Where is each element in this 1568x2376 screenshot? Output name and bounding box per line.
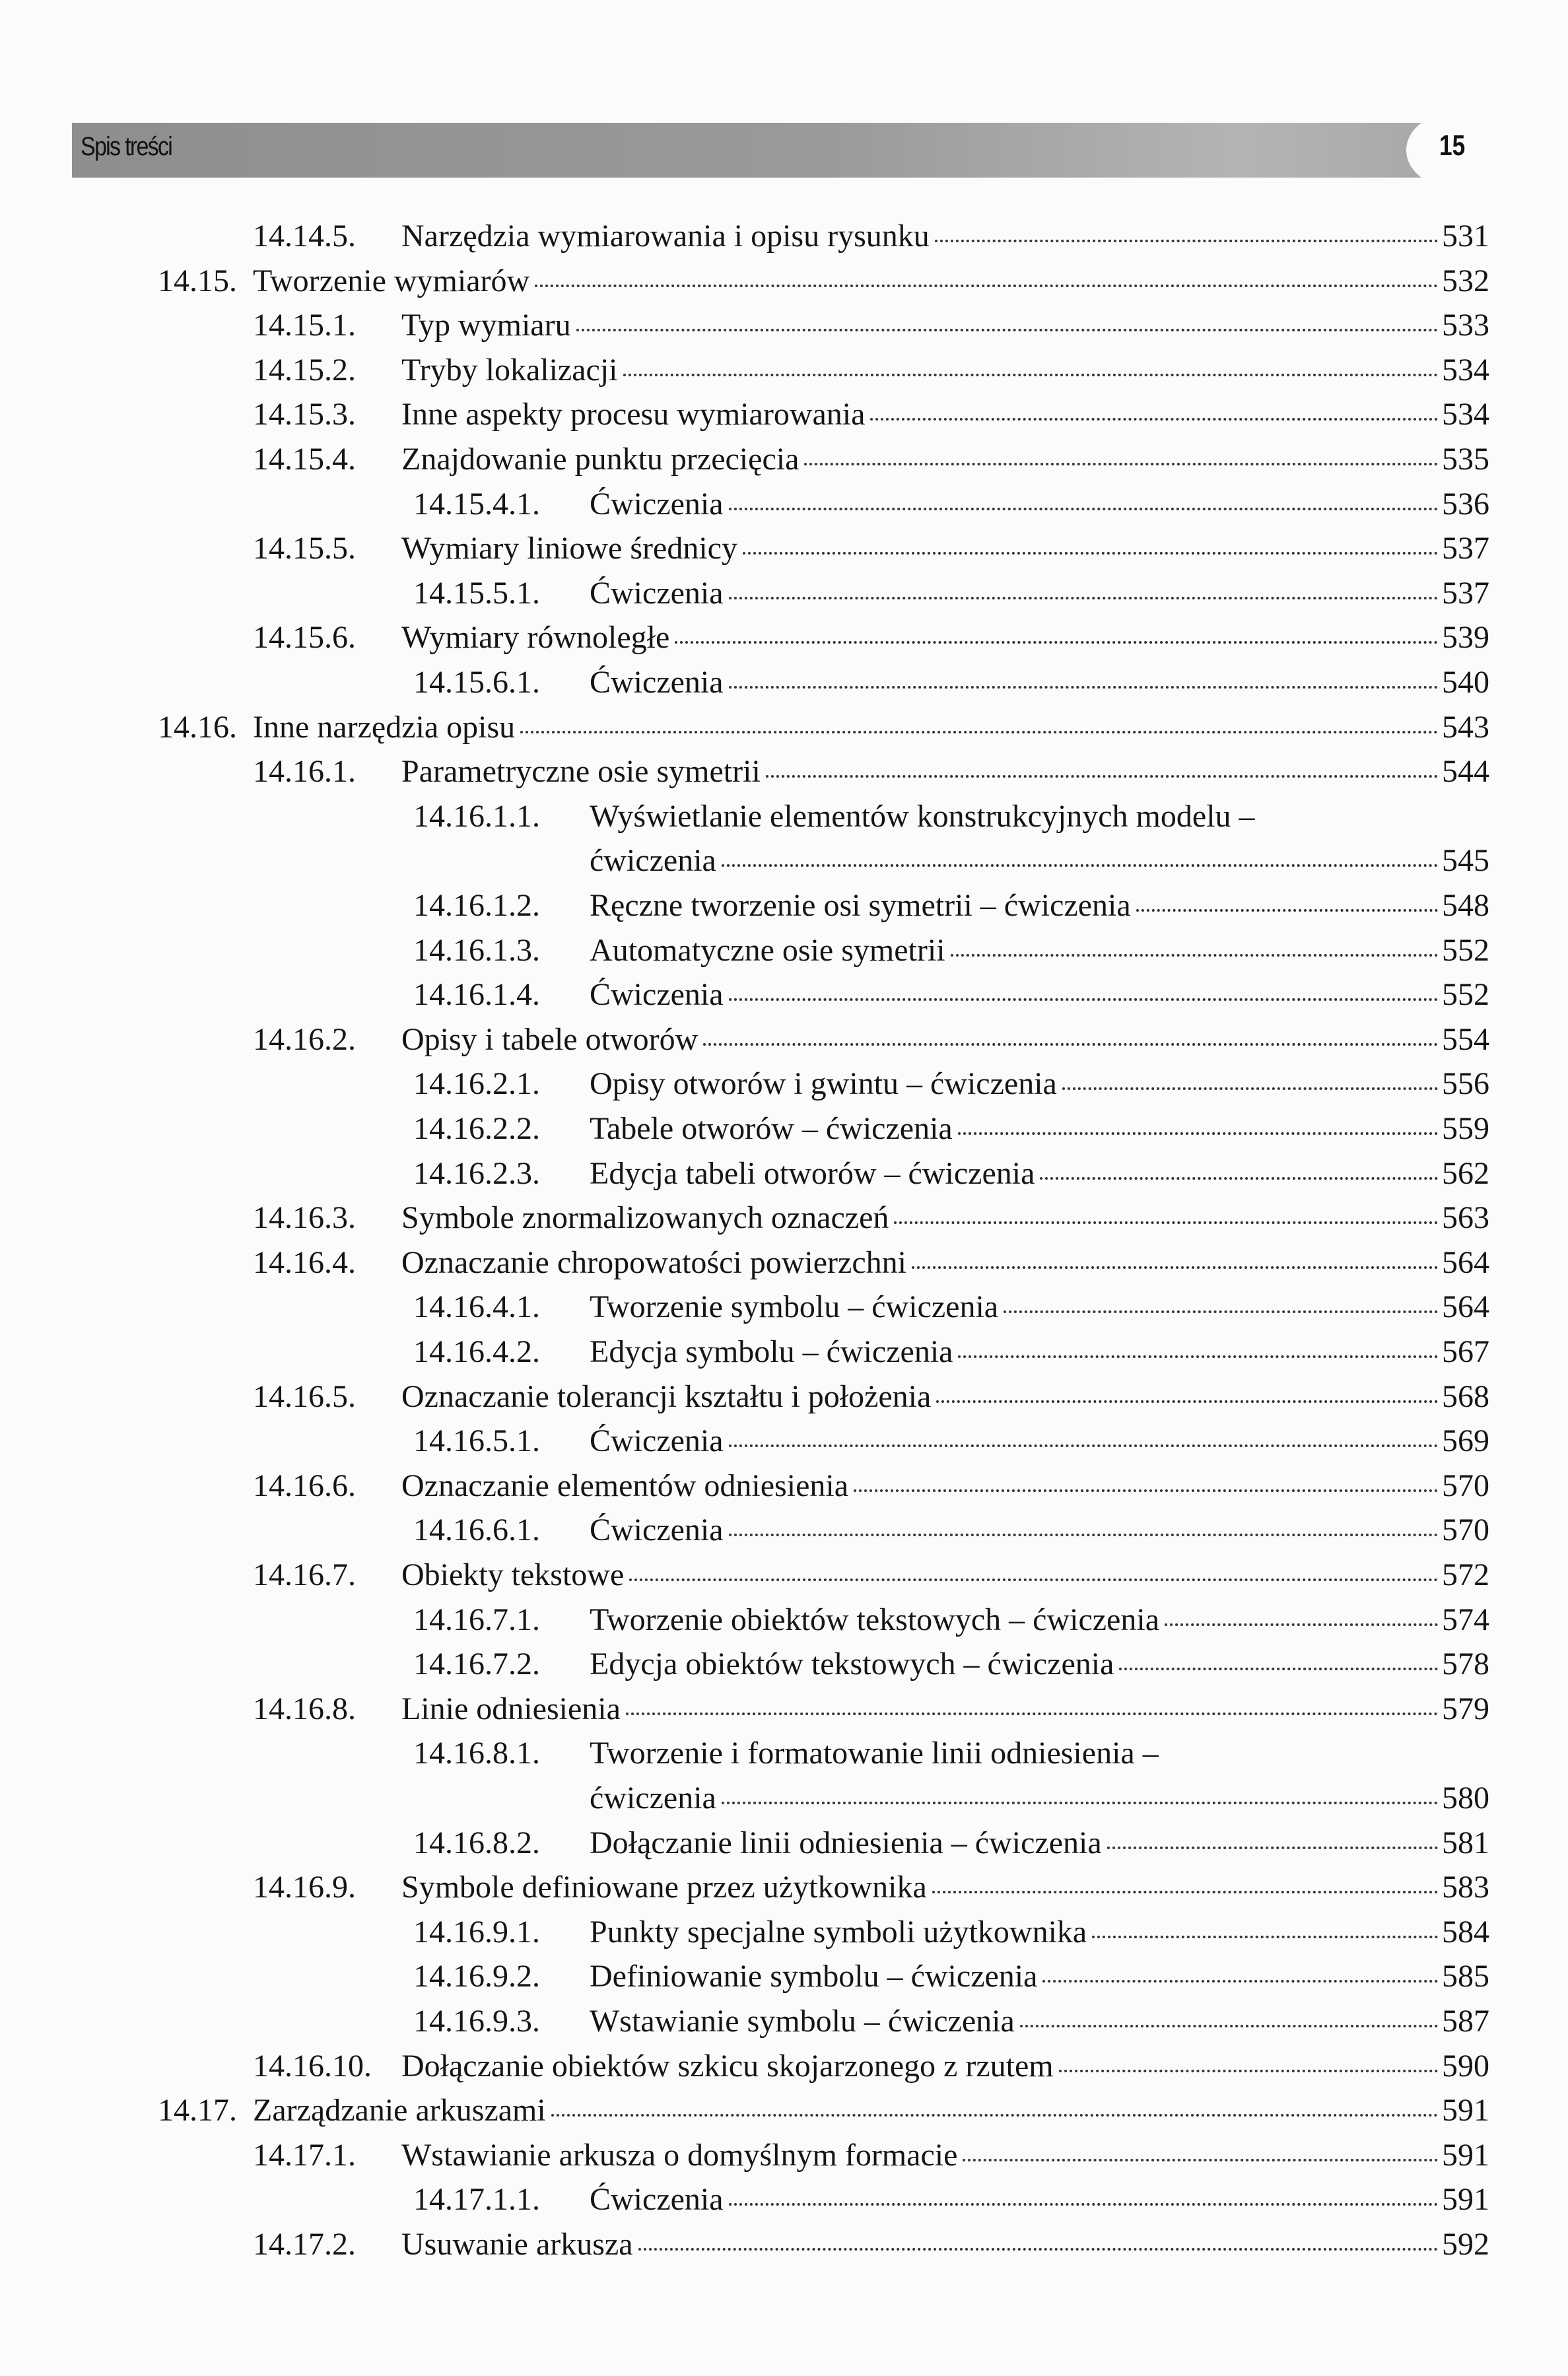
- toc-entry-page: 534: [1442, 397, 1489, 432]
- dot-leader: [894, 1221, 1438, 1224]
- toc-entry: [253, 218, 1489, 257]
- toc-entry-page: 568: [1442, 1378, 1489, 1414]
- toc-entry-page: 580: [1442, 1781, 1489, 1816]
- toc-entry-page: 562: [1442, 1155, 1489, 1191]
- toc-entry-title: Linie odniesienia: [401, 1691, 621, 1726]
- toc-entry-number: 14.16.1.1.: [413, 798, 540, 834]
- toc-entry: [413, 2181, 1489, 2221]
- dot-leader: [1136, 909, 1438, 912]
- toc-entry-page: 581: [1442, 1825, 1489, 1860]
- toc-entry-page: 570: [1442, 1512, 1489, 1548]
- toc-entry: [413, 1066, 1489, 1105]
- toc-entry-title: Ćwiczenia: [590, 977, 724, 1013]
- toc-entry-title: Oznaczanie elementów odniesienia: [401, 1468, 849, 1503]
- toc-entry-title: Usuwanie arkusza: [401, 2227, 633, 2262]
- dot-leader: [1004, 1310, 1438, 1313]
- dot-leader: [1040, 1177, 1438, 1180]
- toc-entry-page: 579: [1442, 1691, 1489, 1726]
- dot-leader: [912, 1266, 1438, 1269]
- toc-entry-number: 14.15.6.: [253, 620, 356, 656]
- toc-entry: [413, 1735, 1489, 1775]
- toc-entry: [413, 1602, 1489, 1641]
- toc-entry-page: 572: [1442, 1557, 1489, 1592]
- dot-leader: [951, 954, 1438, 957]
- toc-entry-title: Typ wymiaru: [401, 308, 571, 343]
- toc-entry-page: 592: [1442, 2227, 1489, 2262]
- toc-entry-title: Tworzenie symbolu – ćwiczenia: [590, 1289, 999, 1325]
- toc-entry-page: 534: [1442, 352, 1489, 388]
- toc-entry-page: 552: [1442, 932, 1489, 968]
- toc-entry-title: Dołączanie linii odniesienia – ćwiczenia: [590, 1825, 1102, 1860]
- dot-leader: [1092, 1936, 1438, 1938]
- toc-entry: [413, 1825, 1489, 1864]
- toc-entry-page: 539: [1442, 620, 1489, 656]
- dot-leader: [722, 1802, 1438, 1804]
- dot-leader: [1059, 2070, 1438, 2072]
- toc-entry-title: Oznaczanie chropowatości powierzchni: [401, 1244, 906, 1280]
- toc-entry-number: 14.16.1.4.: [413, 977, 540, 1013]
- toc-entry-title: Tworzenie i formatowanie linii odniesienia –: [590, 1736, 1159, 1771]
- toc-entry-title: Inne narzędzia opisu: [253, 709, 516, 745]
- toc-entry-continuation: [590, 1780, 1489, 1819]
- toc-entry-title: Parametryczne osie symetrii: [401, 754, 761, 790]
- toc-entry-number: 14.16.5.: [253, 1378, 356, 1414]
- toc-entry-number: 14.16.7.: [253, 1557, 356, 1592]
- toc-entry: [253, 530, 1489, 570]
- toc-entry-title: Ćwiczenia: [590, 665, 724, 700]
- page-number: 15: [1439, 129, 1466, 162]
- toc-entry-number: 14.15.: [158, 263, 237, 298]
- toc-entry-number: 14.16.2.3.: [413, 1155, 540, 1191]
- toc-entry: [413, 932, 1489, 972]
- toc-entry-title: Ręczne tworzenie osi symetrii – ćwiczenia: [590, 888, 1131, 923]
- toc-entry-title: Wyświetlanie elementów konstrukcyjnych modelu –: [590, 798, 1255, 834]
- toc-entry-number: 14.16.9.1.: [413, 1914, 540, 1950]
- toc-entry-title: Edycja tabeli otworów – ćwiczenia: [590, 1155, 1035, 1191]
- toc-entry-title: Ćwiczenia: [590, 575, 724, 611]
- dot-leader: [1107, 1847, 1438, 1849]
- dot-leader: [958, 1132, 1438, 1135]
- toc-entry-title: Ćwiczenia: [590, 1423, 724, 1459]
- toc-entry-number: 14.17.: [158, 2093, 237, 2128]
- toc-entry: [253, 307, 1489, 347]
- dot-leader: [963, 2159, 1438, 2161]
- toc-entry-title: Tworzenie wymiarów: [253, 263, 530, 298]
- toc-entry: [253, 2226, 1489, 2266]
- toc-entry-number: 14.16.8.2.: [413, 1825, 540, 1860]
- dot-leader: [729, 686, 1438, 689]
- toc-entry-title-continued: ćwiczenia: [590, 843, 716, 879]
- toc-entry-title: Tworzenie obiektów tekstowych – ćwiczenia: [590, 1602, 1159, 1637]
- toc-entry-number: 14.14.5.: [253, 219, 356, 254]
- toc-entry: [413, 486, 1489, 526]
- toc-entry-number: 14.15.5.: [253, 531, 356, 566]
- dot-leader: [722, 864, 1438, 867]
- toc-entry-number: 14.16.9.3.: [413, 2004, 540, 2039]
- toc-entry-page: 590: [1442, 2048, 1489, 2084]
- dot-leader: [935, 240, 1438, 242]
- toc-entry-number: 14.16.6.1.: [413, 1512, 540, 1548]
- toc-entry-page: 585: [1442, 1959, 1489, 1994]
- toc-entry-number: 14.16.8.1.: [413, 1736, 540, 1771]
- toc-entry-number: 14.16.2.1.: [413, 1066, 540, 1102]
- toc-entry: [253, 396, 1489, 436]
- toc-entry: [413, 1334, 1489, 1373]
- toc-entry-title-continued: ćwiczenia: [590, 1781, 716, 1816]
- toc-entry: [413, 798, 1489, 838]
- dot-leader: [1042, 1980, 1438, 1983]
- dot-leader: [1165, 1623, 1438, 1626]
- toc-entry-number: 14.16.1.: [253, 754, 356, 790]
- dot-leader: [729, 508, 1438, 510]
- toc-entry: [158, 263, 1489, 302]
- toc-entry-title: Opisy i tabele otworów: [401, 1021, 699, 1057]
- toc-entry: [253, 619, 1489, 659]
- toc-entry-number: 14.16.4.2.: [413, 1334, 540, 1369]
- toc-entry-page: 554: [1442, 1021, 1489, 1057]
- toc-entry-page: 570: [1442, 1468, 1489, 1503]
- toc-entry: [413, 1512, 1489, 1551]
- toc-entry: [253, 2048, 1489, 2087]
- toc-entry-title: Ćwiczenia: [590, 486, 724, 522]
- toc-entry-page: 552: [1442, 977, 1489, 1013]
- toc-entry: [413, 1914, 1489, 1953]
- dot-leader: [626, 1713, 1438, 1715]
- toc-entry-title: Tabele otworów – ćwiczenia: [590, 1111, 953, 1146]
- toc-entry-number: 14.16.1.2.: [413, 888, 540, 923]
- toc-entry: [413, 1646, 1489, 1685]
- toc-entry-number: 14.17.2.: [253, 2227, 356, 2262]
- toc-entry-number: 14.15.4.1.: [413, 486, 540, 522]
- toc-entry-title: Edycja obiektów tekstowych – ćwiczenia: [590, 1646, 1114, 1682]
- dot-leader: [1119, 1668, 1438, 1670]
- toc-entry-number: 14.16.: [158, 709, 237, 745]
- toc-entry-page: 567: [1442, 1334, 1489, 1369]
- toc-entry: [253, 441, 1489, 481]
- dot-leader: [854, 1489, 1438, 1492]
- toc-entry-number: 14.15.1.: [253, 308, 356, 343]
- toc-entry-title: Ćwiczenia: [590, 1512, 724, 1548]
- toc-entry: [253, 1200, 1489, 1239]
- toc-entry: [253, 1691, 1489, 1730]
- toc-entry-page: 574: [1442, 1602, 1489, 1637]
- toc-entry-number: 14.16.9.: [253, 1870, 356, 1905]
- toc-entry-page: 584: [1442, 1914, 1489, 1950]
- toc-entry-page: 537: [1442, 575, 1489, 611]
- toc-entry: [253, 1557, 1489, 1596]
- toc-entry: [253, 753, 1489, 793]
- toc-entry-title: Wymiary liniowe średnicy: [401, 531, 737, 566]
- dot-leader: [729, 1444, 1438, 1447]
- dot-leader: [729, 597, 1438, 599]
- toc-entry-page: 540: [1442, 665, 1489, 700]
- toc-entry-page: 537: [1442, 531, 1489, 566]
- dot-leader: [638, 2248, 1438, 2251]
- dot-leader: [576, 329, 1438, 331]
- dot-leader: [729, 2203, 1438, 2206]
- toc-entry: [413, 1110, 1489, 1150]
- toc-entry: [253, 1244, 1489, 1284]
- toc-entry-title: Punkty specjalne symboli użytkownika: [590, 1914, 1087, 1950]
- toc-entry-title: Dołączanie obiektów szkicu skojarzonego z rzutem: [401, 2048, 1054, 2084]
- toc-entry-number: 14.16.6.: [253, 1468, 356, 1503]
- toc-entry-page: 564: [1442, 1289, 1489, 1325]
- dot-leader: [870, 418, 1438, 421]
- toc-entry-number: 14.16.4.1.: [413, 1289, 540, 1325]
- toc-entry-page: 559: [1442, 1111, 1489, 1146]
- toc-entry-page: 536: [1442, 486, 1489, 522]
- toc-entry-number: 14.16.4.: [253, 1244, 356, 1280]
- toc-entry: [413, 1155, 1489, 1195]
- dot-leader: [932, 1891, 1438, 1893]
- toc-entry-number: 14.17.1.1.: [413, 2182, 540, 2218]
- toc-entry-number: 14.15.5.1.: [413, 575, 540, 611]
- toc-entry: [158, 709, 1489, 749]
- toc-entry-title: Tryby lokalizacji: [401, 352, 618, 388]
- toc-entry-page: 531: [1442, 219, 1489, 254]
- toc-entry-title: Zarządzanie arkuszami: [253, 2093, 546, 2128]
- toc-entry-page: 545: [1442, 843, 1489, 879]
- toc-entry: [413, 2003, 1489, 2043]
- dot-leader: [766, 775, 1438, 778]
- dot-leader: [743, 552, 1438, 555]
- toc-entry-page: 532: [1442, 263, 1489, 298]
- header-bar: [72, 123, 1445, 178]
- toc-entry-page: 563: [1442, 1200, 1489, 1236]
- dot-leader: [729, 998, 1438, 1001]
- toc-entry-title: Inne aspekty procesu wymiarowania: [401, 397, 866, 432]
- toc-entry-number: 14.15.4.: [253, 442, 356, 477]
- toc-entry: [413, 976, 1489, 1016]
- toc-entry-page: 591: [1442, 2182, 1489, 2218]
- toc-entry: [413, 575, 1489, 615]
- dot-leader: [936, 1400, 1438, 1403]
- toc-entry-number: 14.16.2.: [253, 1021, 356, 1057]
- toc-entry-page: 583: [1442, 1870, 1489, 1905]
- dot-leader: [703, 1043, 1438, 1046]
- toc-entry-title: Wymiary równoległe: [401, 620, 670, 656]
- dot-leader: [551, 2114, 1438, 2117]
- toc-entry-title: Opisy otworów i gwintu – ćwiczenia: [590, 1066, 1057, 1102]
- toc-entry: [413, 1289, 1489, 1328]
- toc-entry-page: 543: [1442, 709, 1489, 745]
- toc-entry-title: Definiowanie symbolu – ćwiczenia: [590, 1959, 1038, 1994]
- toc-entry-number: 14.15.3.: [253, 397, 356, 432]
- toc-entry: [253, 352, 1489, 391]
- toc-entry-page: 564: [1442, 1244, 1489, 1280]
- toc-entry-title: Obiekty tekstowe: [401, 1557, 625, 1592]
- dot-leader: [804, 463, 1438, 465]
- toc-entry-number: 14.17.1.: [253, 2137, 356, 2173]
- toc-entry-number: 14.16.9.2.: [413, 1959, 540, 1994]
- dot-leader: [535, 285, 1438, 287]
- dot-leader: [1062, 1087, 1438, 1090]
- toc-entry: [253, 1021, 1489, 1061]
- toc-entry-number: 14.15.6.1.: [413, 665, 540, 700]
- dot-leader: [958, 1355, 1438, 1358]
- toc-entry: [413, 1958, 1489, 1998]
- dot-leader: [520, 731, 1438, 733]
- toc-entry-number: 14.16.3.: [253, 1200, 356, 1236]
- toc-entry-page: 533: [1442, 308, 1489, 343]
- toc-entry-title: Edycja symbolu – ćwiczenia: [590, 1334, 953, 1369]
- toc-entry-number: 14.16.10.: [253, 2048, 372, 2084]
- toc-entry-number: 14.16.8.: [253, 1691, 356, 1726]
- toc-entry-number: 14.16.7.1.: [413, 1602, 540, 1637]
- toc-entry-page: 587: [1442, 2004, 1489, 2039]
- dot-leader: [675, 641, 1438, 644]
- toc-entry: [413, 887, 1489, 927]
- toc-entry: [413, 1423, 1489, 1462]
- toc-entry-number: 14.15.2.: [253, 352, 356, 388]
- toc-entry: [158, 2092, 1489, 2132]
- toc-entry-title: Narzędzia wymiarowania i opisu rysunku: [401, 219, 930, 254]
- toc-entry: [253, 1378, 1489, 1418]
- toc-entry: [253, 2137, 1489, 2177]
- toc-entry-title: Symbole znormalizowanych oznaczeń: [401, 1200, 889, 1236]
- toc-entry-title: Wstawianie symbolu – ćwiczenia: [590, 2004, 1015, 2039]
- toc-entry-title: Symbole definiowane przez użytkownika: [401, 1870, 927, 1905]
- toc-entry-page: 578: [1442, 1646, 1489, 1682]
- toc-entry-title: Wstawianie arkusza o domyślnym formacie: [401, 2137, 958, 2173]
- toc-entry-number: 14.16.5.1.: [413, 1423, 540, 1459]
- dot-leader: [623, 374, 1438, 376]
- toc-entry-page: 556: [1442, 1066, 1489, 1102]
- toc-entry-page: 544: [1442, 754, 1489, 790]
- toc-entry-number: 14.16.1.3.: [413, 932, 540, 968]
- section-title: Spis treści: [81, 132, 172, 161]
- dot-leader: [1020, 2025, 1438, 2027]
- toc-entry-page: 548: [1442, 888, 1489, 923]
- toc-entry-page: 591: [1442, 2093, 1489, 2128]
- toc-entry-page: 591: [1442, 2137, 1489, 2173]
- toc-entry-title: Oznaczanie tolerancji kształtu i położenia: [401, 1378, 932, 1414]
- toc-entry: [253, 1468, 1489, 1507]
- toc-entry-title: Znajdowanie punktu przecięcia: [401, 442, 800, 477]
- toc-entry: [253, 1869, 1489, 1909]
- toc-entry-number: 14.16.7.2.: [413, 1646, 540, 1682]
- toc-entry-title: Automatyczne osie symetrii: [590, 932, 945, 968]
- toc-entry: [413, 664, 1489, 704]
- dot-leader: [629, 1578, 1438, 1581]
- toc-entry-page: 535: [1442, 442, 1489, 477]
- toc-entry-title: Ćwiczenia: [590, 2182, 724, 2218]
- toc-entry-page: 569: [1442, 1423, 1489, 1459]
- toc-entry-number: 14.16.2.2.: [413, 1111, 540, 1146]
- dot-leader: [729, 1534, 1438, 1536]
- toc-entry-continuation: [590, 842, 1489, 882]
